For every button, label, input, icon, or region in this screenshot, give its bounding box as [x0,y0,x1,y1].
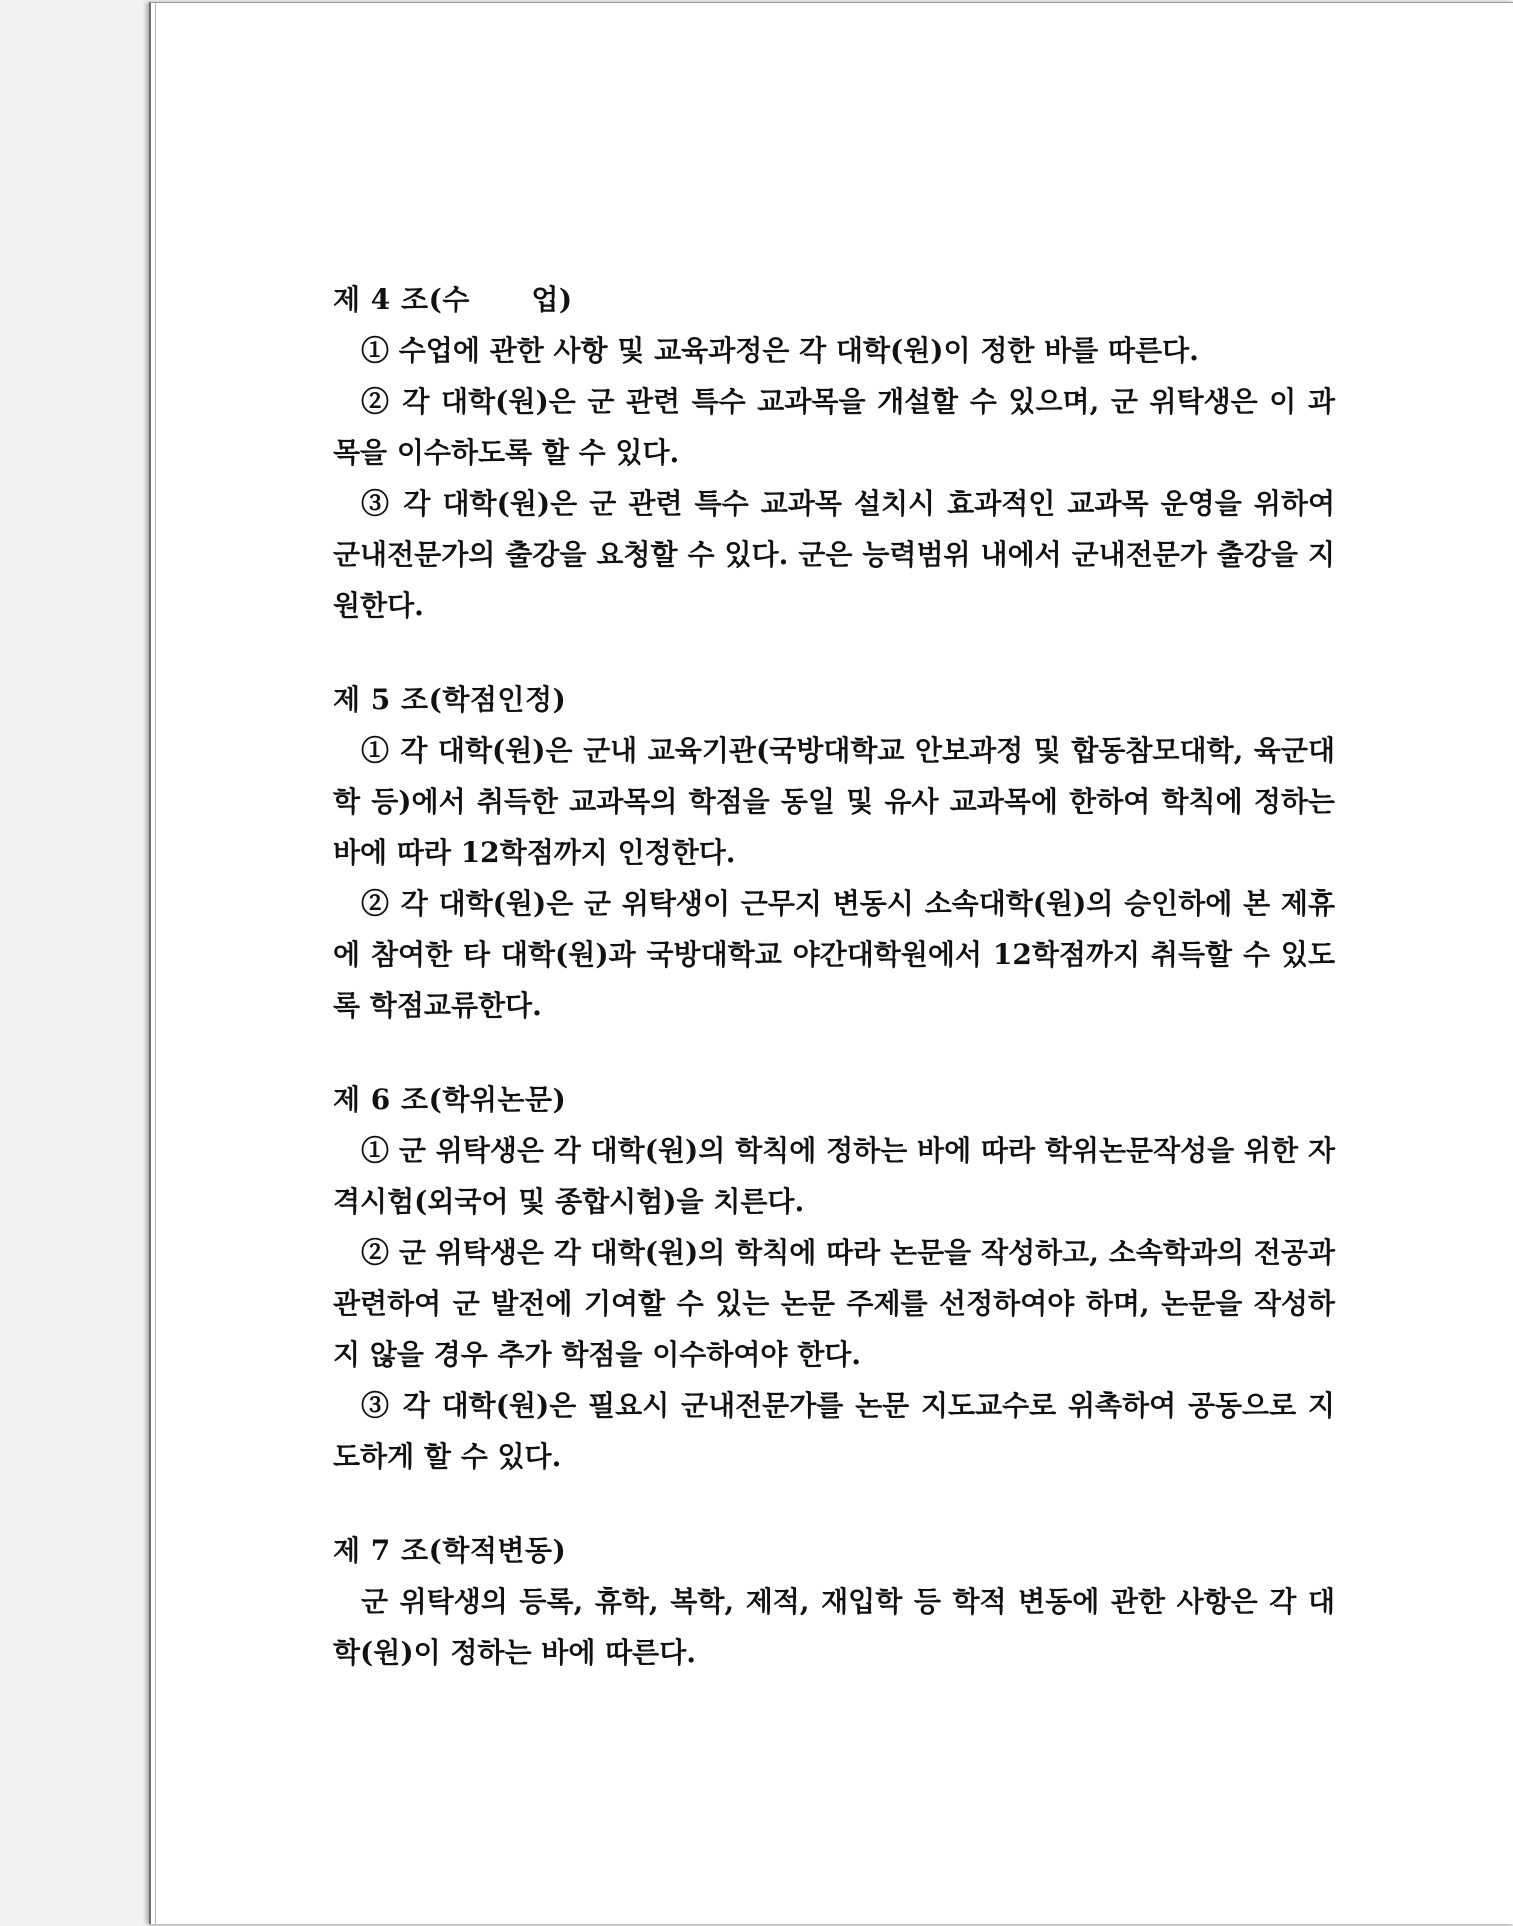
article-paragraph: ② 각 대학(원)은 군 위탁생이 근무지 변동시 소속대학(원)의 승인하에 본 제휴에 참여한 타 대학(원)과 국방대학교 야간대학원에서 12학점까지 취득할 수 있도록 학점교류한다. [333,887,1335,1022]
article-heading: 제 6 조(학위논문) [333,1083,567,1116]
article-heading: 제 5 조(학점인정) [333,683,567,716]
article-heading: 제 4 조(수 업) [333,283,573,316]
article-paragraph: ① 수업에 관한 사항 및 교육과정은 각 대학(원)이 정한 바를 따른다. [361,334,1199,367]
article-paragraph: ① 군 위탁생은 각 대학(원)의 학칙에 정하는 바에 따라 학위논문작성을 위한 자격시험(외국어 및 종합시험)을 치른다. [333,1134,1335,1218]
article-paragraph: 군 위탁생의 등록, 휴학, 복학, 제적, 재입학 등 학적 변동에 관한 사항은 각 대학(원)이 정하는 바에 따른다. [333,1585,1335,1669]
document-body [333,274,1335,1721]
article-5 [333,674,1335,1031]
article-heading: 제 7 조(학적변동) [333,1534,567,1567]
article-paragraph: ② 각 대학(원)은 군 관련 특수 교과목을 개설할 수 있으며, 군 위탁생은 이 과목을 이수하도록 할 수 있다. [333,385,1335,469]
article-4 [333,274,1335,631]
article-7 [333,1525,1335,1678]
article-paragraph: ③ 각 대학(원)은 필요시 군내전문가를 논문 지도교수로 위촉하여 공동으로 지도하게 할 수 있다. [333,1389,1335,1473]
document-page [149,2,1513,1924]
article-paragraph: ① 각 대학(원)은 군내 교육기관(국방대학교 안보과정 및 합동참모대학, 육군대학 등)에서 취득한 교과목의 학점을 동일 및 유사 교과목에 한하여 학칙에 정하는 바에 따라 12학점까지 인정한다. [333,734,1335,869]
article-paragraph: ② 군 위탁생은 각 대학(원)의 학칙에 따라 논문을 작성하고, 소속학과의 전공과 관련하여 군 발전에 기여할 수 있는 논문 주제를 선정하여야 하며, 논문을 작성하지 않을 경우 추가 학점을 이수하여야 한다. [333,1236,1335,1371]
article-6 [333,1074,1335,1482]
article-paragraph: ③ 각 대학(원)은 군 관련 특수 교과목 설치시 효과적인 교과목 운영을 위하여 군내전문가의 출강을 요청할 수 있다. 군은 능력범위 내에서 군내전문가 출강을 지원한다. [333,487,1335,622]
